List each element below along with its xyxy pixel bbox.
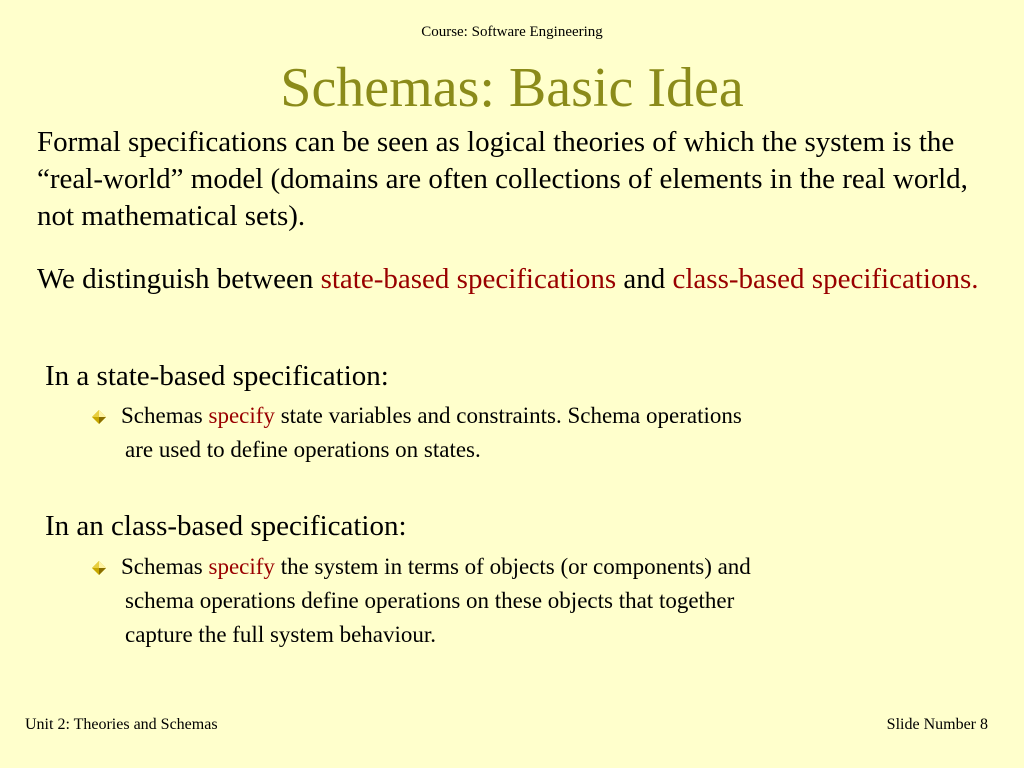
diamond-bullet-icon xyxy=(92,561,106,575)
bullet-state-based xyxy=(92,399,912,467)
bullet-text: Schemas xyxy=(121,554,209,579)
section-heading-state-based: In a state-based specification: xyxy=(45,360,389,392)
section-heading-class-based: In an class-based specification: xyxy=(45,510,407,542)
paragraph-text: We distinguish between xyxy=(37,263,321,295)
specify-highlight: specify xyxy=(208,554,275,579)
bullet-continuation: schema operations define operations on these objects that together xyxy=(125,588,735,613)
course-header: Course: Software Engineering xyxy=(421,24,603,40)
bullet-continuation: are used to define operations on states. xyxy=(125,437,481,462)
footer-slide-number: Slide Number 8 xyxy=(886,716,988,733)
paragraph-distinguish xyxy=(37,261,987,298)
paragraph-formal-specifications: Formal specifications can be seen as logical theories of which the system is the “real-world” model (domains are often collections of elements in the real world, not mathematical sets). xyxy=(37,126,968,232)
class-based-highlight: class-based specifications. xyxy=(672,263,979,295)
bullet-text: the system in terms of objects (or components) and xyxy=(274,554,751,579)
bullet-text: Schemas xyxy=(121,403,209,428)
bullet-continuation: capture the full system behaviour. xyxy=(125,622,437,647)
paragraph-text: and xyxy=(616,263,673,295)
state-based-highlight: state-based specifications xyxy=(320,263,617,295)
slide-title: Schemas: Basic Idea xyxy=(280,57,744,119)
specify-highlight: specify xyxy=(208,403,275,428)
bullet-text: state variables and constraints. Schema operations xyxy=(274,403,742,428)
footer-unit: Unit 2: Theories and Schemas xyxy=(25,716,218,733)
diamond-bullet-icon xyxy=(92,410,106,424)
bullet-class-based xyxy=(92,550,912,652)
